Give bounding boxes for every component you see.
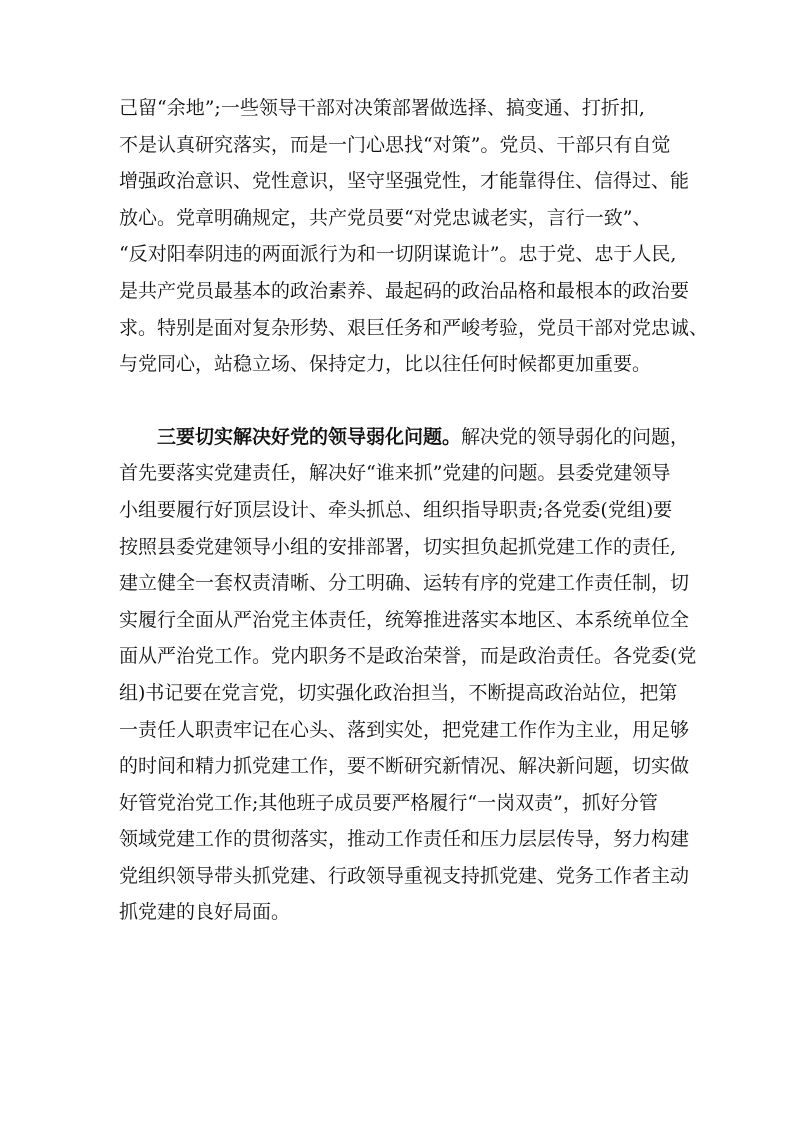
paragraph-line: 按照县委党建领导小组的安排部署，切实担负起抓党建工作的责任, xyxy=(119,535,677,558)
paragraph-line: 党组织领导带头抓党建、行政领导重视支持抓党建、党务工作者主动 xyxy=(119,864,690,887)
paragraph-line: 好管党治党工作;其他班子成员要严格履行“一岗双责”，抓好分管 xyxy=(119,791,658,814)
paragraph-line: 增强政治意识、党性意识，坚守坚强党性，才能靠得住、信得过、能 xyxy=(119,170,690,193)
paragraph-line: 放心。党章明确规定，共产党员要“对党忠诚老实，言行一致”、 xyxy=(119,206,652,229)
paragraph-line: 面从严治党工作。党内职务不是政治荣誉，而是政治责任。各党委(党 xyxy=(119,645,697,668)
paragraph-line: 组)书记要在党言党，切实强化政治担当，不断提高政治站位，把第 xyxy=(119,681,678,704)
paragraph-line: 的时间和精力抓党建工作，要不断研究新情况、解决新问题，切实做 xyxy=(119,755,690,778)
paragraph-spacer xyxy=(119,383,679,419)
paragraph-line: 己留“余地”;一些领导干部对决策部署做选择、搞变通、打折扣, xyxy=(119,97,645,119)
paragraph-2 xyxy=(119,419,697,931)
paragraph-line: 求。特别是面对复杂形势、艰巨任务和严峻考验，党员干部对党忠诚、 xyxy=(119,316,709,339)
paragraph-line: 抓党建的良好局面。 xyxy=(119,901,291,924)
section-heading: 三要切实解决好党的领导弱化问题。 xyxy=(157,425,462,448)
paragraph-line: 不是认真研究落实，而是一门心思找“对策”。党员、干部只有自觉 xyxy=(119,133,671,156)
paragraph-line: 是共产党员最基本的政治素养、最起码的政治品格和最根本的政治要 xyxy=(119,279,690,302)
paragraph-line: 领域党建工作的贯彻落实，推动工作责任和压力层层传导，努力构建 xyxy=(119,828,690,851)
paragraph-line: 一责任人职责牢记在心头、落到实处，把党建工作作为主业，用足够 xyxy=(119,718,690,741)
paragraph-line: 实履行全面从严治党主体责任，统筹推进落实本地区、本系统单位全 xyxy=(119,608,690,631)
heading-continuation: 解决党的领导弱化的问题， xyxy=(461,425,690,448)
paragraph-line: 建立健全一套权责清晰、分工明确、运转有序的党建工作责任制，切 xyxy=(119,572,690,595)
paragraph-1 xyxy=(119,90,709,383)
paragraph-line: “反对阳奉阴违的两面派行为和一切阴谋诡计”。忠于党、忠于人民, xyxy=(119,243,677,266)
paragraph-line: 与党同心，站稳立场、保持定力，比以往任何时候都更加重要。 xyxy=(119,353,652,376)
paragraph-line: 首先要落实党建责任，解决好“谁来抓”党建的问题。县委党建领导 xyxy=(119,462,671,485)
paragraph-first-line xyxy=(119,419,690,456)
paragraph-line: 小组要履行好顶层设计、牵头抓总、组织指导职责;各党委(党组)要 xyxy=(119,498,673,521)
body-text xyxy=(119,90,709,931)
